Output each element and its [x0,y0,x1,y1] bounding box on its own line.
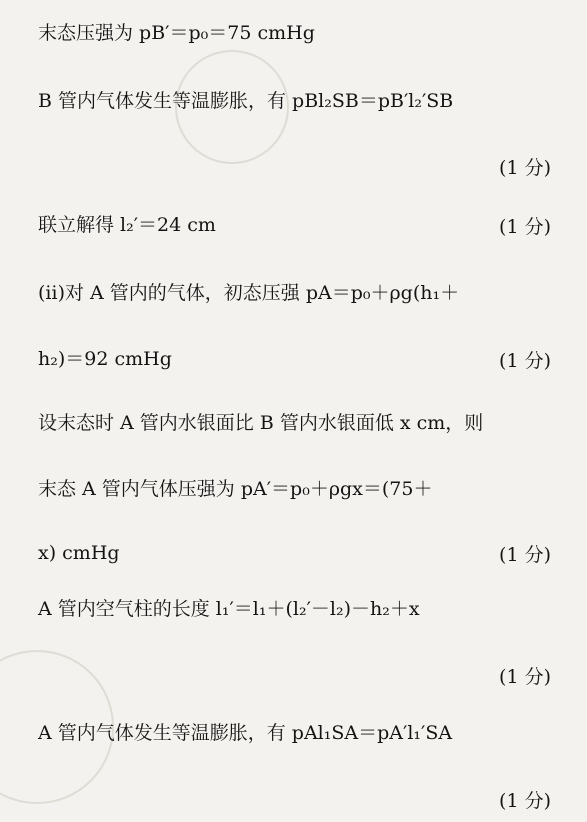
part-ii-initial-pressure-line: (ⅱ)对 A 管内的气体，初态压强 pA＝p₀＋ρg(h₁＋ [38,282,460,304]
score-label: (1 分) [499,350,551,372]
score-label: (1 分) [499,157,551,179]
score-label: (1 分) [499,216,551,238]
final-pressure-a-line: 末态 A 管内气体压强为 pA′＝p₀＋ρgx＝(75＋ [38,478,433,500]
final-pressure-b-line: 末态压强为 pB′＝p₀＝75 cmHg [38,22,315,44]
isothermal-a-equation-line: A 管内气体发生等温膨胀，有 pAl₁SA＝pA′l₁′SA [38,722,453,744]
solve-l2-line: 联立解得 l₂′＝24 cm [38,214,216,236]
final-pressure-a-continued-line: x) cmHg [38,542,120,564]
score-label: (1 分) [499,544,551,566]
score-label: (1 分) [499,790,551,812]
isothermal-b-equation-line: B 管内气体发生等温膨胀，有 pBl₂SB＝pB′l₂′SB [38,90,454,112]
score-label: (1 分) [499,666,551,688]
assume-height-difference-line: 设末态时 A 管内水银面比 B 管内水银面低 x cm，则 [38,412,484,434]
initial-pressure-result-line: h₂)＝92 cmHg [38,348,172,370]
air-column-length-line: A 管内空气柱的长度 l₁′＝l₁＋(l₂′－l₂)－h₂＋x [38,598,420,620]
